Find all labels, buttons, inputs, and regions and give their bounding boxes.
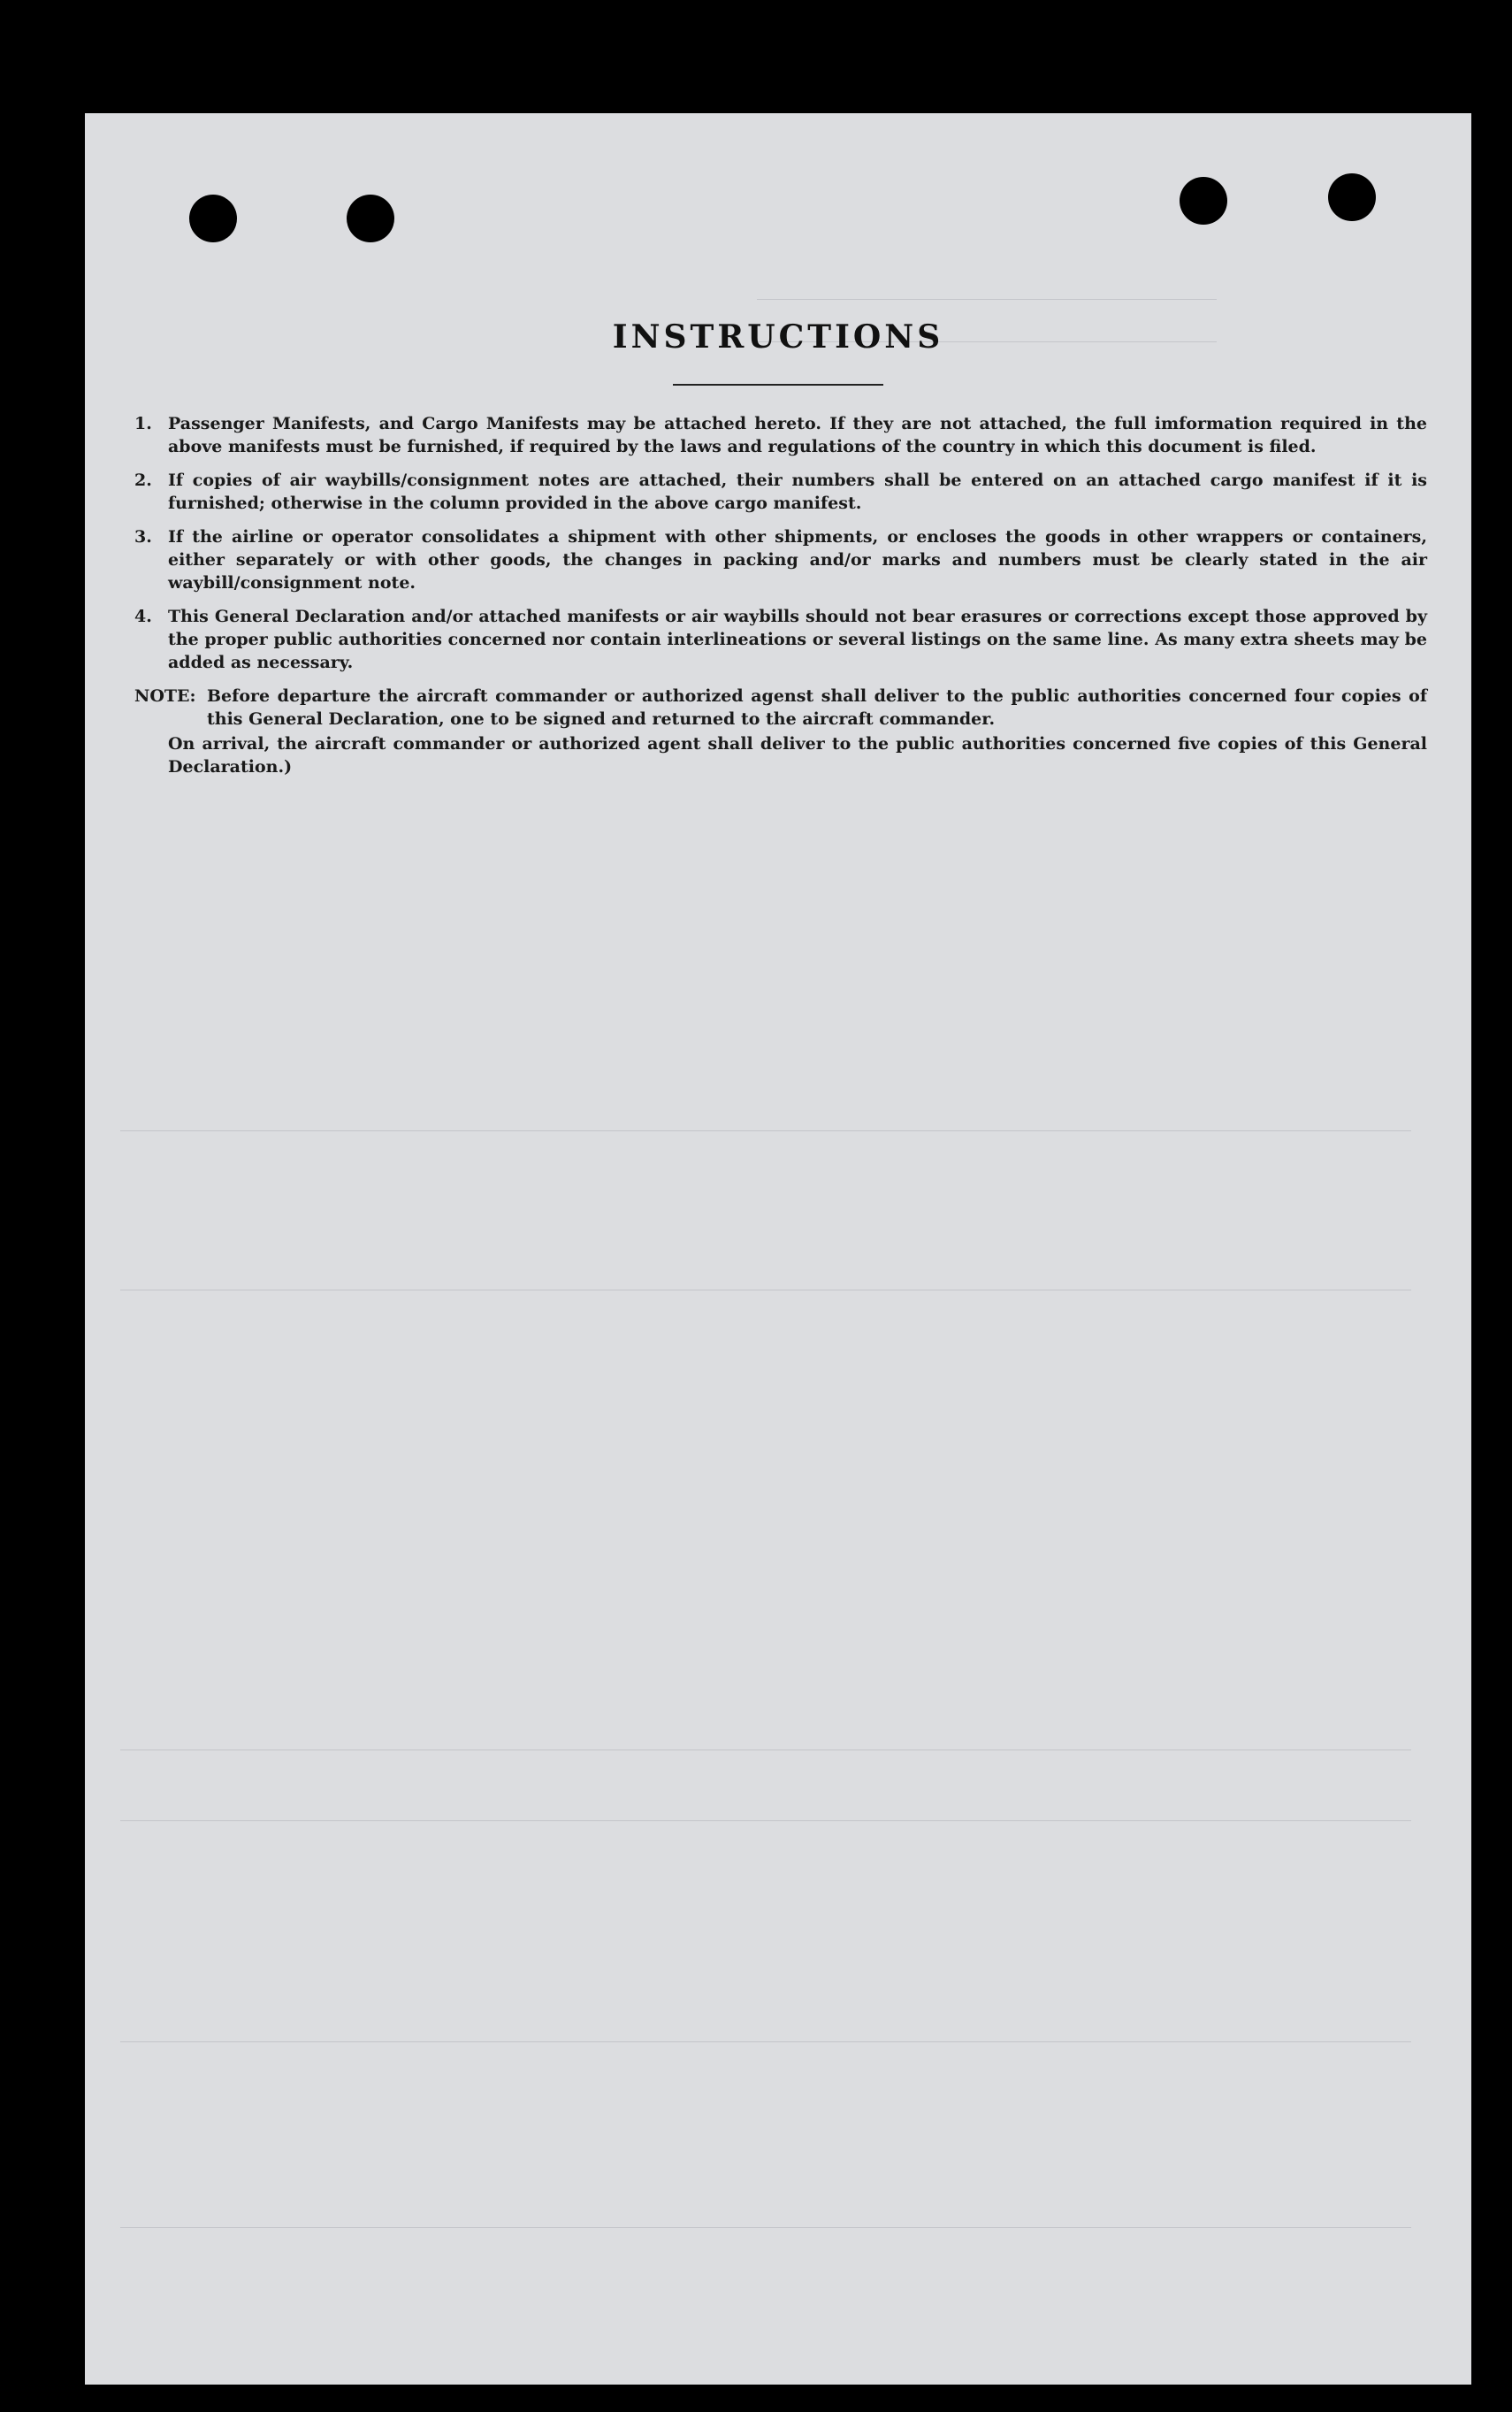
punch-hole — [1180, 177, 1227, 225]
item-text: If the airline or operator consolidates a shipment with other shipments, or encloses the goods in other wrappers or containers, either separately or with other goods, the changes in packing and/or marks and numbers must be clearly stated in the air waybill/consignment note. — [168, 527, 1427, 593]
item-text: This General Declaration and/or attached manifests or air waybills should not bear erasures or corrections except those approved by the proper public authorities concerned nor contain interlineations or several listings on the same line. As many extra sheets may be added as necessary. — [168, 607, 1427, 672]
note-label: NOTE: — [134, 686, 196, 706]
item-text: Passenger Manifests, and Cargo Manifests may be attached hereto. If they are not attached, the full imformation required in the above manifests must be furnished, if required by the laws and regulations of the country in which this document is filed. — [168, 414, 1427, 456]
item-number: 2. — [134, 471, 152, 490]
document-page — [85, 113, 1471, 2385]
bleed-through-line — [120, 1130, 1411, 1131]
title-underline — [673, 384, 883, 386]
item-number: 4. — [134, 607, 152, 626]
bleed-through-line — [120, 2041, 1411, 2042]
bleed-through-line — [120, 2227, 1411, 2228]
instruction-item — [134, 605, 1427, 674]
item-text: If copies of air waybills/consignment notes are attached, their numbers shall be entered on an attached cargo manifest if it is furnished; otherwise in the column provided in the above cargo manifest. — [168, 471, 1427, 513]
instruction-item — [134, 469, 1427, 515]
bleed-through-line — [120, 1820, 1411, 1821]
punch-hole — [189, 195, 237, 242]
instructions-list — [134, 412, 1427, 778]
instruction-item — [134, 525, 1427, 594]
page-title: INSTRUCTIONS — [612, 318, 944, 356]
note-paragraph: On arrival, the aircraft commander or authorized agent shall deliver to the public authorities concerned five copies of this General Declaration.) — [168, 734, 1427, 777]
note-section — [134, 685, 1427, 778]
punch-hole — [347, 195, 394, 242]
item-number: 1. — [134, 414, 152, 433]
punch-hole — [1328, 173, 1376, 221]
note-paragraph: Before departure the aircraft commander or authorized agenst shall deliver to the public authorities concerned four copies of this General Declaration, one to be signed and returned to the aircraft commander. — [207, 686, 1427, 729]
instruction-item — [134, 412, 1427, 458]
bleed-through-line — [757, 299, 1217, 300]
item-number: 3. — [134, 527, 152, 547]
